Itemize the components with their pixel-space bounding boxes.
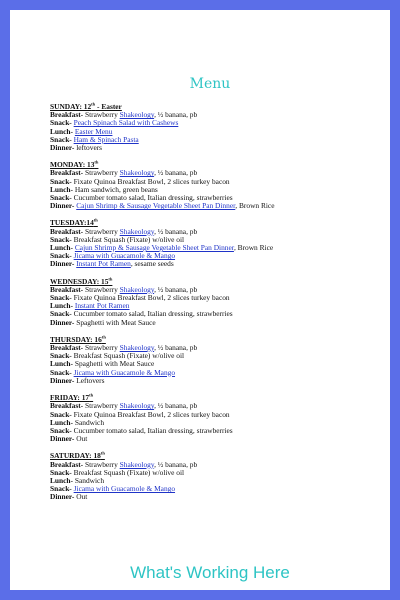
recipe-link[interactable]: Shakeology xyxy=(119,168,155,178)
day-name: SUNDAY: 12 xyxy=(50,102,92,111)
meal-label: Breakfast- xyxy=(50,343,84,353)
meal-text: Strawberry xyxy=(83,110,120,120)
meal-text: Sandwich xyxy=(73,417,105,427)
recipe-link[interactable]: Ham & Spinach Pasta xyxy=(73,134,139,144)
meal-text: Breakfast Squash (Fixate) w/olive oil xyxy=(71,351,185,361)
meal-label: Snack- xyxy=(50,367,72,377)
day-ordinal-suffix: th xyxy=(91,101,96,107)
recipe-link[interactable]: Shakeology xyxy=(119,343,155,353)
meal-label: Dinner- xyxy=(50,259,75,269)
day-block xyxy=(50,219,390,268)
meal-line xyxy=(50,202,390,210)
day-name: WEDNESDAY: 15 xyxy=(50,276,109,286)
meal-text: Strawberry xyxy=(83,226,120,236)
meal-label: Snack- xyxy=(50,425,72,435)
meal-label: Breakfast- xyxy=(50,459,84,469)
day-block xyxy=(50,161,390,210)
recipe-link[interactable]: Jicama with Guacamole & Mango xyxy=(73,251,176,261)
page-title: Menu xyxy=(189,76,231,92)
meal-label: Snack- xyxy=(50,467,72,477)
meal-label: Dinner- xyxy=(50,201,75,211)
meal-text: Cucumber tomato salad, Italian dressing, strawberries xyxy=(71,193,233,203)
meal-label: Snack- xyxy=(50,193,72,203)
meal-label: Snack- xyxy=(50,134,72,144)
recipe-link[interactable]: Cajun Shrimp & Sausage Vegetable Sheet Pan Dinner xyxy=(74,243,234,253)
recipe-link[interactable]: Jicama with Guacamole & Mango xyxy=(73,484,176,494)
meal-line xyxy=(50,319,390,327)
meal-label: Lunch- xyxy=(50,301,74,311)
day-block xyxy=(50,394,390,443)
meal-text: Cucumber tomato salad, Italian dressing, strawberries xyxy=(71,425,233,435)
meal-text: Out xyxy=(74,434,88,444)
meal-label: Snack- xyxy=(50,484,72,494)
meal-label: Lunch- xyxy=(50,359,74,369)
meal-line xyxy=(50,427,390,435)
day-block xyxy=(50,103,390,152)
meal-text: Breakfast Squash (Fixate) w/olive oil xyxy=(71,234,185,244)
recipe-link[interactable]: Instant Pot Ramen xyxy=(74,301,130,311)
meal-text: , ½ banana, pb xyxy=(154,459,198,469)
meal-label: Snack- xyxy=(50,351,72,361)
meal-text: Cucumber tomato salad, Italian dressing, strawberries xyxy=(71,309,233,319)
recipe-link[interactable]: Shakeology xyxy=(119,284,155,294)
meal-label: Breakfast- xyxy=(50,110,84,120)
day-name: FRIDAY: 17 xyxy=(50,393,90,403)
day-ordinal-suffix: th xyxy=(101,334,106,340)
meal-line xyxy=(50,144,390,152)
recipe-link[interactable]: Shakeology xyxy=(119,226,155,236)
meal-line xyxy=(50,377,390,385)
meal-line xyxy=(50,485,390,493)
day-ordinal-suffix: th xyxy=(89,392,94,398)
menu-document xyxy=(50,103,390,511)
meal-text: , Brown Rice xyxy=(233,243,274,253)
meal-label: Snack- xyxy=(50,409,72,419)
meal-text: Strawberry xyxy=(83,401,120,411)
meal-label: Dinner- xyxy=(50,143,75,153)
meal-text: , Brown Rice xyxy=(235,201,275,211)
day-name: THURSDAY: 16 xyxy=(50,334,102,344)
meal-text: , ½ banana, pb xyxy=(154,226,198,236)
day-block xyxy=(50,452,390,501)
meal-text: Sandwich xyxy=(73,475,105,485)
meal-text: Leftovers xyxy=(74,375,105,385)
meal-label: Lunch- xyxy=(50,126,74,136)
meal-text: , ½ banana, pb xyxy=(154,401,198,411)
meal-line xyxy=(50,493,390,501)
meal-text: Fixate Quinoa Breakfast Bowl, 2 slices turkey bacon xyxy=(71,293,230,303)
meal-text: Strawberry xyxy=(83,343,120,353)
day-block xyxy=(50,336,390,385)
day-name: TUESDAY:14 xyxy=(50,218,94,228)
day-name: SATURDAY: 18 xyxy=(50,451,101,461)
meal-label: Snack- xyxy=(50,234,72,244)
day-name: MONDAY: 13 xyxy=(50,160,95,170)
meal-line xyxy=(50,260,390,268)
day-note: - Easter xyxy=(95,102,122,111)
meal-text: Fixate Quinoa Breakfast Bowl, 2 slices turkey bacon xyxy=(71,409,230,419)
meal-text: Strawberry xyxy=(83,168,120,178)
meal-text: Breakfast Squash (Fixate) w/olive oil xyxy=(71,467,185,477)
meal-label: Lunch- xyxy=(50,475,74,485)
recipe-link[interactable]: Easter Menu xyxy=(74,126,113,136)
meal-text: Fixate Quinoa Breakfast Bowl, 2 slices turkey bacon xyxy=(71,176,230,186)
meal-text: Strawberry xyxy=(83,284,120,294)
meal-text: Spaghetti with Meat Sauce xyxy=(74,317,156,327)
recipe-link[interactable]: Shakeology xyxy=(119,459,155,469)
day-block xyxy=(50,278,390,327)
meal-text: leftovers xyxy=(74,143,103,153)
meal-text: Spaghetti with Meat Sauce xyxy=(73,359,155,369)
recipe-link[interactable]: Shakeology xyxy=(119,401,155,411)
meal-label: Lunch- xyxy=(50,184,74,194)
meal-text: , ½ banana, pb xyxy=(154,343,198,353)
recipe-link[interactable]: Shakeology xyxy=(119,110,155,120)
meal-label: Breakfast- xyxy=(50,284,84,294)
meal-label: Snack- xyxy=(50,251,72,261)
meal-text: , ½ banana, pb xyxy=(154,168,198,178)
meal-label: Snack- xyxy=(50,309,72,319)
day-ordinal-suffix: th xyxy=(94,159,99,165)
recipe-link[interactable]: Jicama with Guacamole & Mango xyxy=(73,367,176,377)
meal-text: , sesame seeds xyxy=(130,259,174,269)
meal-label: Breakfast- xyxy=(50,226,84,236)
meal-text: , ½ banana, pb xyxy=(154,110,198,120)
recipe-link[interactable]: Cajun Shrimp & Sausage Vegetable Sheet Pan Dinner xyxy=(76,201,236,211)
meal-label: Dinner- xyxy=(50,492,75,502)
meal-text: Out xyxy=(74,492,88,502)
meal-label: Snack- xyxy=(50,293,72,303)
meal-line xyxy=(50,435,390,443)
meal-text: Ham sandwich, green beans xyxy=(73,184,158,194)
meal-label: Breakfast- xyxy=(50,168,84,178)
meal-text: Strawberry xyxy=(83,459,120,469)
meal-label: Snack- xyxy=(50,118,72,128)
meal-label: Lunch- xyxy=(50,417,74,427)
day-ordinal-suffix: th xyxy=(93,217,98,223)
meal-label: Breakfast- xyxy=(50,401,84,411)
meal-label: Lunch- xyxy=(50,243,74,253)
day-ordinal-suffix: th xyxy=(108,276,113,282)
meal-label: Snack- xyxy=(50,176,72,186)
meal-label: Dinner- xyxy=(50,317,75,327)
meal-text: , ½ banana, pb xyxy=(154,284,198,294)
meal-label: Dinner- xyxy=(50,375,75,385)
recipe-link[interactable]: Peach Spinach Salad with Cashews xyxy=(73,118,179,128)
recipe-link[interactable]: Instant Pot Ramen xyxy=(76,259,131,269)
meal-label: Dinner- xyxy=(50,434,75,444)
footer-brand: What's Working Here xyxy=(130,563,290,582)
day-ordinal-suffix: th xyxy=(100,450,105,456)
